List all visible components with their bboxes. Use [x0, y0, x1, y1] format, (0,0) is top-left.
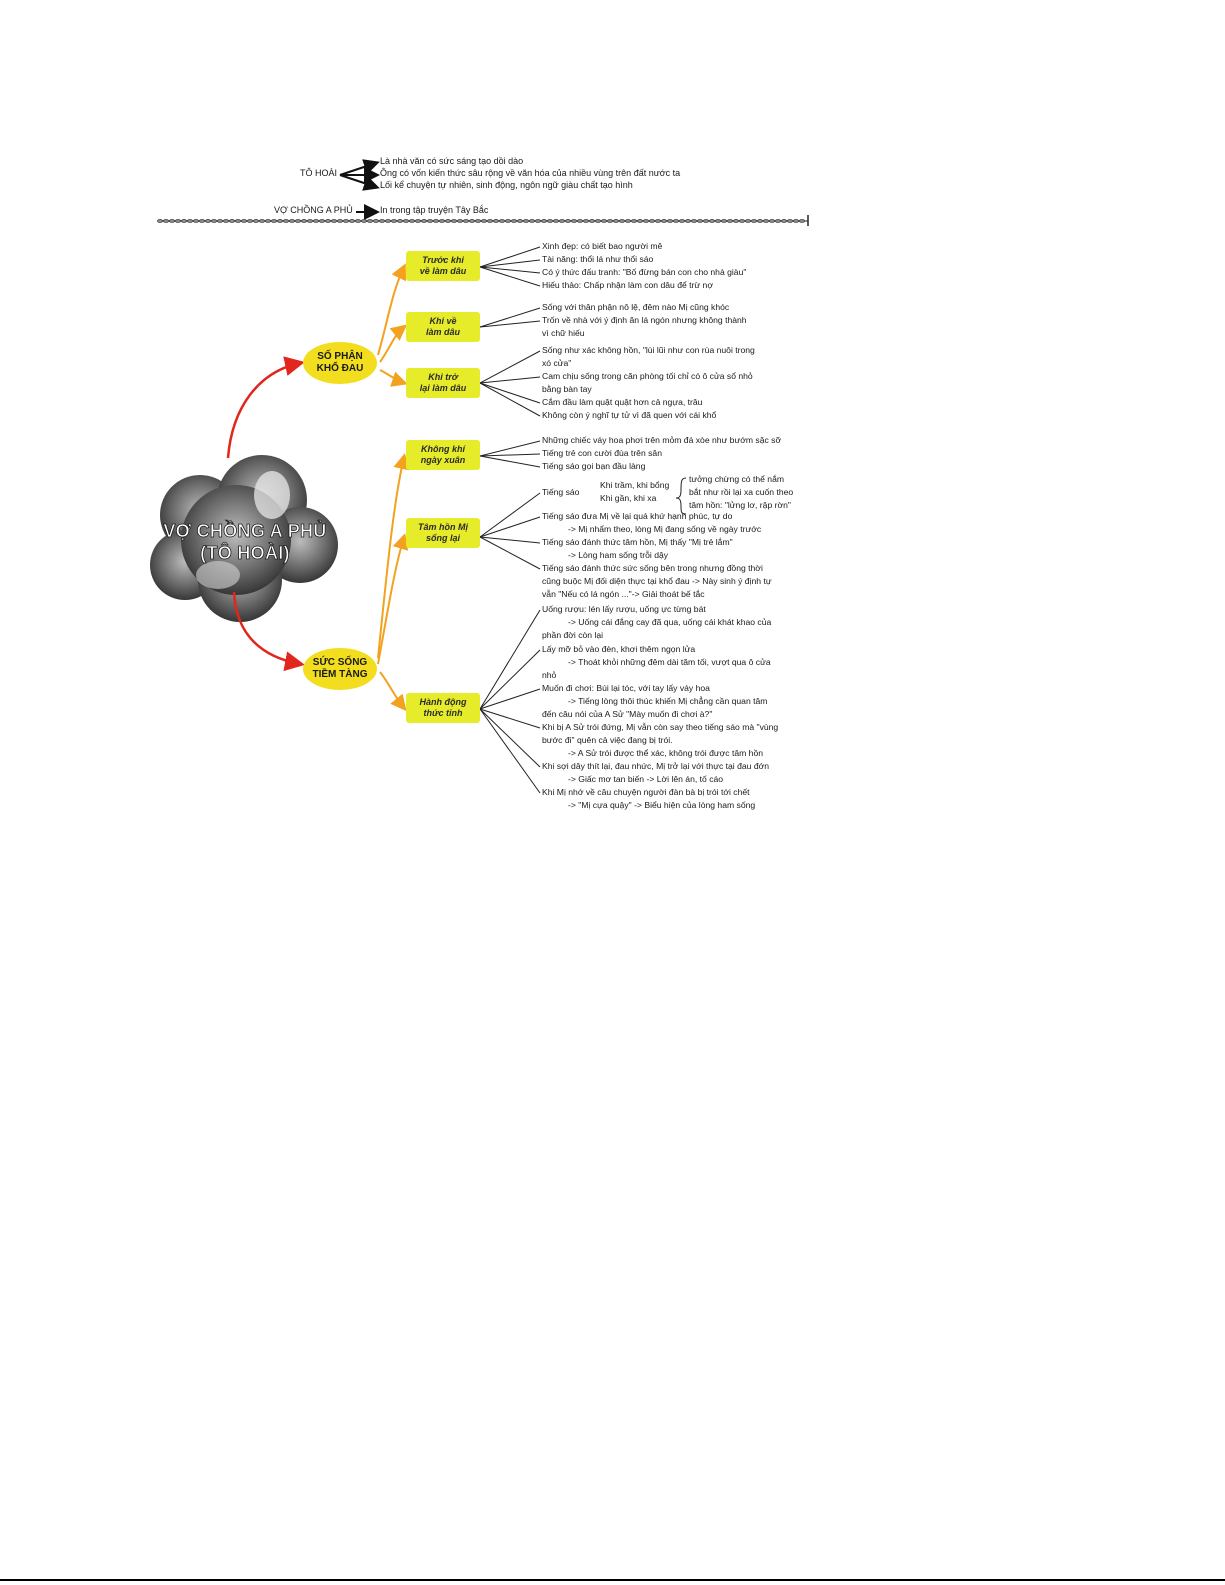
- sub-label: Không khí: [420, 444, 465, 454]
- detail-line: -> Giấc mơ tan biến -> Lời lên án, tố cáo: [568, 774, 724, 784]
- detail-line: phần đời còn lại: [542, 630, 604, 640]
- detail-line: Muốn đi chơi: Búi lại tóc, với tay lấy váy hoa: [542, 683, 710, 693]
- detail-line: -> Tiếng lòng thôi thúc khiến Mị chẳng cần quan tâm: [568, 696, 768, 706]
- detail-line: Khi trầm, khi bổng: [600, 480, 670, 490]
- sub-label: ngày xuân: [420, 455, 466, 465]
- sub-label: về làm dâu: [419, 266, 467, 276]
- author-fact: Là nhà văn có sức sáng tạo dồi dào: [380, 156, 524, 166]
- sub-label: Tâm hồn Mị: [418, 522, 468, 532]
- detail-line: xó cửa": [542, 358, 572, 368]
- detail-line: đến câu nói của A Sử "Mày muốn đi chơi à?": [542, 709, 713, 719]
- detail-line: Tiếng sáo đánh thức tâm hồn, Mị thấy "Mị trẻ lắm": [542, 537, 733, 547]
- sub-label: Khi trở: [428, 372, 458, 382]
- detail-line: Tiếng sáo đánh thức sức sống bên trong nhưng đồng thời: [542, 563, 763, 573]
- detail-line: Khi bị A Sử trói đứng, Mị vẫn còn say theo tiếng sáo mà "vùng: [542, 722, 779, 732]
- detail-line: tưởng chừng có thể nắm: [689, 474, 785, 484]
- detail-line: Khi gần, khi xa: [600, 493, 657, 503]
- branch-label: KHỔ ĐAU: [316, 363, 364, 374]
- detail-line: cũng buộc Mị đối diện thực tại khổ đau -> Này sinh ý định tự: [542, 576, 772, 586]
- author-fact: Ông có vốn kiến thức sâu rộng về văn hóa của nhiều vùng trên đất nước ta: [380, 168, 681, 178]
- detail-line: -> Lòng ham sống trỗi dậy: [568, 550, 669, 560]
- detail-line: Có ý thức đấu tranh: "Bố đừng bán con cho nhà giàu": [542, 267, 747, 277]
- work-label: VỢ CHỒNG A PHỦ: [274, 205, 353, 215]
- orange-arrows: [378, 267, 404, 708]
- detail-line: Trốn về nhà với ý định ăn lá ngón nhưng không thành: [542, 315, 747, 325]
- detail-line: Sống với thân phận nô lệ, đêm nào Mị cũng khóc: [542, 302, 730, 312]
- detail-line: Lấy mỡ bỏ vào đèn, khơi thêm ngọn lửa: [542, 644, 696, 654]
- center-title-line: VỢ CHỒNG A PHỦ: [163, 521, 327, 541]
- sub-label: lại làm dâu: [419, 383, 467, 393]
- detail-line: Những chiếc váy hoa phơi trên mỏm đá xòe như bướm sặc sỡ: [542, 435, 782, 445]
- branch-so-phan: [303, 342, 377, 384]
- sub-label: thức tỉnh: [423, 708, 463, 718]
- detail-line: Khi Mị nhớ về câu chuyện người đàn bà bị trói tới chết: [542, 787, 750, 797]
- detail-line: Khi sợi dây thít lại, đau nhức, Mị trở lại với thực tại đau đớn: [542, 761, 770, 771]
- bottom-rule: [0, 1579, 1225, 1581]
- detail-line: Xinh đẹp: có biết bao người mê: [542, 241, 663, 251]
- detail-line: -> A Sử trói được thể xác, không trói được tâm hồn: [568, 748, 764, 758]
- sub-label: làm dâu: [425, 327, 460, 337]
- detail-line: Cắm đầu làm quật quật hơn cả ngựa, trâu: [542, 397, 703, 407]
- chain-divider: [158, 215, 808, 226]
- detail-line: Tiếng sáo đưa Mị về lại quá khứ hạnh phúc, tự do: [542, 511, 733, 521]
- detail-line: tâm hồn: "lửng lơ, rập rờn": [689, 500, 791, 510]
- sub-label: Trước khi: [422, 255, 464, 265]
- branch-label: TIỀM TÀNG: [312, 669, 368, 680]
- author-label: TÔ HOÀI: [300, 168, 338, 178]
- detail-line: bắt như rồi lại xa cuốn theo: [689, 487, 794, 497]
- detail-line: vẫn "Nếu có lá ngón ..."-> Giải thoát bế tắc: [542, 589, 705, 599]
- sub-hanh-dong: [406, 693, 480, 723]
- branch-label: SỨC SỐNG: [312, 657, 368, 668]
- detail-line: -> Thoát khỏi những đêm dài tăm tối, vượt qua ô cửa: [568, 657, 771, 667]
- detail-line: Sống như xác không hồn, "lùi lũi như con rùa nuôi trong: [542, 345, 755, 355]
- detail-line: Tiếng sáo gọi bạn đầu làng: [542, 461, 646, 471]
- branch-suc-song: [303, 648, 377, 690]
- sub-khi-tro-lai: [406, 368, 480, 398]
- center-title: [150, 520, 340, 564]
- sub-khong-khi: [406, 440, 480, 470]
- detail-line: Không còn ý nghĩ tự tử vì đã quen với cái khổ: [542, 410, 717, 420]
- detail-line: nhỏ: [542, 670, 557, 680]
- detail-line: Cam chịu sống trong căn phòng tối chỉ có ô cửa sổ nhỏ: [542, 371, 753, 381]
- sub-label: Hành động: [419, 697, 467, 707]
- detail-line: -> Uống cái đắng cay đã qua, uống cái khát khao của: [568, 617, 772, 627]
- sub-khi-ve: [406, 312, 480, 342]
- detail-line: bằng bàn tay: [542, 384, 592, 394]
- author-fact: Lối kể chuyện tự nhiên, sinh động, ngôn ngữ giàu chất tạo hình: [380, 180, 633, 190]
- sub-label: sống lại: [425, 533, 460, 543]
- sub-tam-hon: [406, 518, 480, 548]
- work-fact: In trong tập truyện Tây Bắc: [380, 205, 489, 215]
- detail-line: bước đi" quên cả việc đang bị trói.: [542, 735, 673, 745]
- detail-line: -> Mị nhẩm theo, lòng Mị đang sống về ngày trước: [568, 524, 762, 534]
- detail-line: -> "Mị cựa quậy" -> Biểu hiện của lòng ham sống: [568, 800, 756, 810]
- detail-line: Tiếng trẻ con cười đùa trên sân: [542, 448, 662, 458]
- sub-truoc-khi: [406, 251, 480, 281]
- center-title-line: (TÔ HOÀI): [200, 543, 290, 563]
- detail-line: Hiếu thảo: Chấp nhận làm con dâu để trừ nợ: [542, 280, 713, 290]
- branch-label: SỐ PHẬN: [317, 351, 363, 362]
- detail-line: Uống rượu: lén lấy rượu, uống ực từng bát: [542, 604, 706, 614]
- detail-line: Tiếng sáo: [542, 487, 580, 497]
- detail-line: vì chữ hiếu: [542, 328, 585, 338]
- sub-label: Khi về: [429, 316, 457, 326]
- detail-line: Tài năng: thổi lá như thổi sáo: [542, 254, 654, 264]
